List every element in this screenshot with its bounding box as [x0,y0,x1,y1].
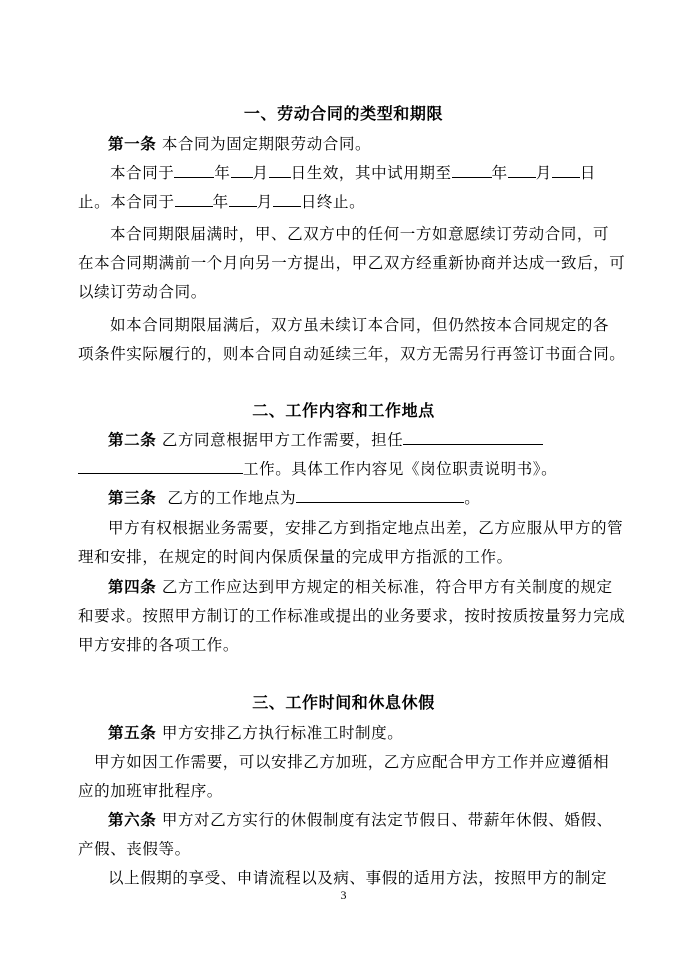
clause-3-label: 第三条 [108,488,157,507]
text-fragment: 乙方的工作地点为 [167,489,297,507]
clause-1-text: 本合同为固定期限劳动合同。 [161,135,372,153]
text-fragment: 年 [491,164,508,182]
text-fragment: 乙方工作应达到甲方规定的相关标准，符合甲方有关制度的规定 [161,578,613,596]
clause-5-line-1 [108,719,403,747]
blank-month [508,160,536,178]
blank-year [174,160,214,178]
text-fragment: 甲方安排乙方执行标准工时制度。 [161,724,404,742]
text-fragment: 月 [535,164,552,182]
text-fragment: 日 [579,164,596,182]
paragraph-line: 和要求。按照甲方制订的工作标准或提出的业务要求，按时按质按量努力完成 [78,607,626,625]
paragraph-line: 甲方有权根据业务需要，安排乙方到指定地点出差，乙方应服从甲方的管 [108,519,624,537]
paragraph-line: 以上假期的享受、申请流程以及病、事假的适用方法，按照甲方的制定 [108,869,608,887]
clause-2-line-2 [78,455,557,483]
text-fragment: 年 [212,193,229,211]
blank-day [273,189,301,207]
section-title-1: 一、劳动合同的类型和期限 [243,104,444,123]
blank-day [552,160,580,178]
clause-2-line-1 [108,426,543,454]
clause-6-label: 第六条 [108,810,157,829]
blank-year [452,160,492,178]
paragraph-line: 应的加班审批程序。 [78,782,223,800]
text-fragment: 月 [252,164,269,182]
blank-position [403,427,543,445]
clause-5-label: 第五条 [108,723,157,742]
clause-1-line-1 [108,130,371,158]
paragraph-line: 产假、丧假等。 [78,840,191,858]
text-fragment: 乙方同意根据甲方工作需要，担任 [161,431,404,449]
clause-1-label: 第一条 [108,134,157,153]
paragraph-line: 如本合同期限届满后，双方虽未续订本合同，但仍然按本合同规定的各 [110,316,610,334]
clause-4-label: 第四条 [108,577,157,596]
blank-year [175,189,213,207]
paragraph-line: 理和安排，在规定的时间内保质保量的完成甲方指派的工作。 [78,548,513,566]
blank-day [269,160,291,178]
clause-4-line-1 [108,573,613,601]
blank-month [231,160,253,178]
paragraph-line: 在本合同期满前一个月向另一方提出，甲乙双方经重新协商并达成一致后，可 [78,254,626,272]
text-fragment: 止。本合同于 [78,193,175,211]
blank-location [296,485,464,503]
page-number: 3 [340,888,347,902]
text-fragment: 。 [464,489,481,507]
text-fragment: 月 [256,193,273,211]
text-fragment: 工作。具体工作内容见《岗位职责说明书》。 [243,460,558,478]
paragraph-line: 以续订劳动合同。 [78,283,207,301]
section-title-3: 三、工作时间和休息休假 [252,693,435,712]
text-fragment: 年 [214,164,231,182]
paragraph-line: 项条件实际履行的，则本合同自动延续三年，双方无需另行再签订书面合同。 [78,345,626,363]
clause-3-line-1 [108,484,480,512]
blank-month [229,189,257,207]
text-fragment: 本合同于 [110,164,175,182]
clause-1-dates-line-1 [110,159,596,187]
section-title-2: 二、工作内容和工作地点 [252,401,435,420]
clause-6-line-1 [108,806,613,834]
text-fragment: 日生效，其中试用期至 [290,164,452,182]
paragraph-line: 本合同期限届满时，甲、乙双方中的任何一方如意愿续订劳动合同，可 [110,225,610,243]
clause-1-dates-line-2 [78,188,365,216]
paragraph-line: 甲方如因工作需要，可以安排乙方加班，乙方应配合甲方工作并应遵循相 [94,753,610,771]
text-fragment: 日终止。 [300,193,366,211]
clause-2-label: 第二条 [108,430,157,449]
text-fragment: 甲方对乙方实行的休假制度有法定节假日、带薪年休假、婚假、 [161,811,613,829]
paragraph-line: 甲方安排的各项工作。 [78,636,240,654]
blank-position [78,456,243,474]
